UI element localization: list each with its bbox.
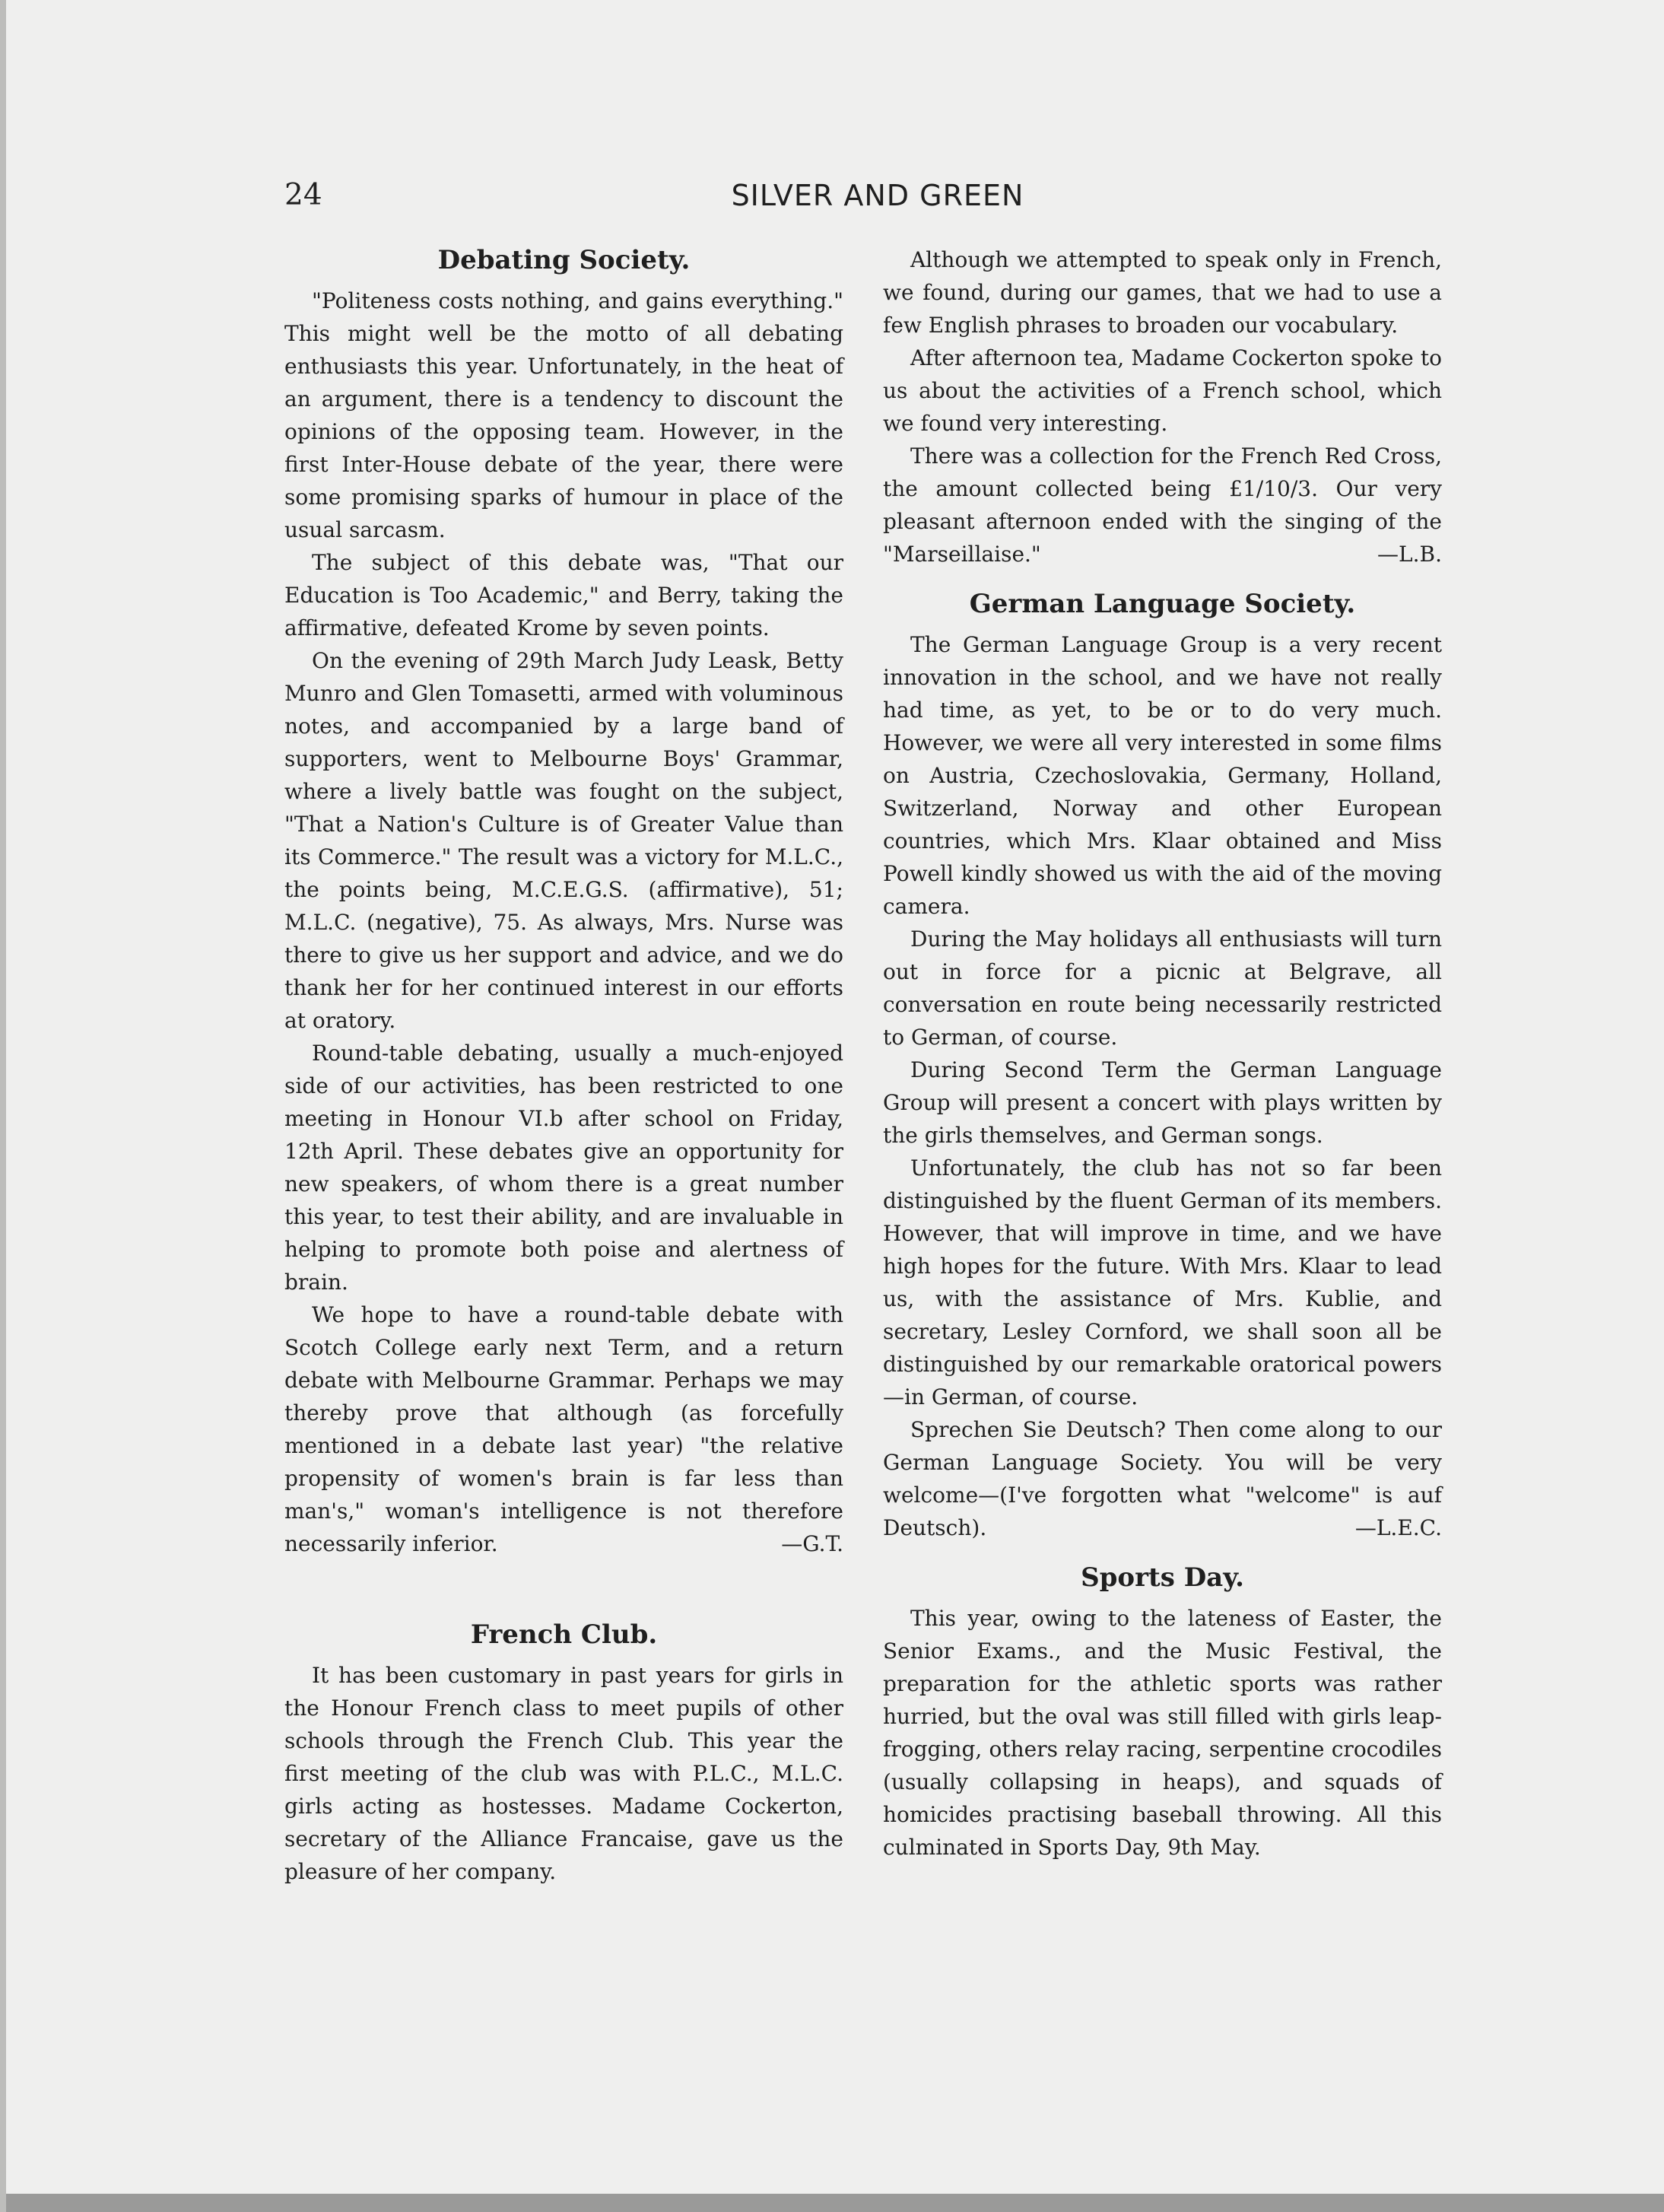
german-paragraph: During the May holidays all enthusiasts will turn out in force for a picnic at Belgrave, all conversation en route being necessarily restricted to German, of course. (883, 926, 1442, 1050)
debating-paragraph-last (284, 1298, 843, 1560)
french-paragraph: After afternoon tea, Madame Cockerton spoke to us about the activities of a French school, which we found very interesting. (883, 345, 1442, 436)
french-paragraph-last (883, 440, 1442, 570)
german-paragraph: The German Language Group is a very recent innovation in the school, and we have not really had time, as yet, to be or to do very much. However, we were all very interested in some films on Austria, Czechoslovakia, Germany, Holland, Switzerland, Norway and other European countries, which Mrs. Klaar obtained and Miss Powell kindly showed us with the aid of the moving camera. (883, 632, 1442, 919)
debating-paragraph: The subject of this debate was, "That our Education is Too Academic," and Berry, taking the affirmative, defeated Krome by seven points. (284, 550, 843, 640)
german-paragraph-text: Sprechen Sie Deutsch? Then come along to our German Language Society. You will be very welcome—(I've forgotten what "welcome" is auf Deutsch). (883, 1417, 1442, 1540)
french-paragraph: It has been customary in past years for girls in the Honour French class to meet pupils of other schools through the French Club. This year the first meeting of the club was with P.L.C., M.L.C. girls acting as hostesses. Madame Cockerton, secretary of the Alliance Francaise, gave us the pleasure of her company. (284, 1663, 843, 1884)
left-column (284, 243, 843, 1888)
german-signature: —L.E.C. (1354, 1515, 1442, 1540)
german-society-title: German Language Society. (969, 589, 1356, 619)
debating-paragraph: Round-table debating, usually a much-enjoyed side of our activities, has been restricted to one meeting in Honour VI.b after school on Friday, 12th April. These debates give an opportunity for new speakers, of whom there is a great number this year, to test their ability, and are invaluable in helping to promote both poise and alertness of brain. (284, 1041, 843, 1295)
french-paragraph-text: There was a collection for the French Red Cross, the amount collected being £1/10/3. Our very pleasant afternoon ended with the singing of the "Marseillaise." (883, 443, 1442, 567)
right-column (883, 243, 1442, 1864)
german-paragraph: Unfortunately, the club has not so far been distinguished by the fluent German of its members. However, that will improve in time, and we have high hopes for the future. With Mrs. Klaar to lead us, with the assistance of Mrs. Kublie, and secretary, Lesley Cornford, we shall soon all be distinguished by our remarkable oratorical powers—in German, of course. (883, 1155, 1442, 1410)
debating-paragraph: "Politeness costs nothing, and gains everything." This might well be the motto of all debating enthusiasts this year. Unfortunately, in the heat of an argument, there is a tendency to discount the opinions of the opposing team. However, in the first Inter-House debate of the year, there were some promising sparks of humour in place of the usual sarcasm. (284, 288, 843, 542)
debating-signature: —G.T. (781, 1531, 843, 1556)
page-header (284, 176, 1471, 215)
debating-paragraph-text: We hope to have a round-table debate with Scotch College early next Term, and a return debate with Melbourne Grammar. Perhaps we may thereby prove that although (as forcefully mentioned in a debate last year) "the relative propensity of women's brain is far less than man's," woman's intelligence is not therefore necessarily inferior. (284, 1302, 843, 1556)
french-signature: —L.B. (1377, 542, 1442, 567)
sports-day-title: Sports Day. (1081, 1562, 1244, 1593)
french-club-title: French Club. (470, 1619, 658, 1650)
page-number: 24 (284, 178, 322, 212)
running-title: SILVER AND GREEN (731, 179, 1024, 212)
page-bottom-edge (6, 2194, 1664, 2212)
german-paragraph-last (883, 1413, 1442, 1544)
debating-paragraph: On the evening of 29th March Judy Leask, Betty Munro and Glen Tomasetti, armed with voluminous notes, and accompanied by a large band of supporters, went to Melbourne Boys' Grammar, where a lively battle was fought on the subject, "That a Nation's Culture is of Greater Value than its Commerce." The result was a victory for M.L.C., the points being, M.C.E.G.S. (affirmative), 51; M.L.C. (negative), 75. As always, Mrs. Nurse was there to give us her support and advice, and we do thank her for her continued interest in our efforts at oratory. (284, 648, 843, 1033)
german-paragraph: During Second Term the German Language Group will present a concert with plays written by the girls themselves, and German songs. (883, 1057, 1442, 1148)
french-paragraph: Although we attempted to speak only in French, we found, during our games, that we had to use a few English phrases to broaden our vocabulary. (883, 247, 1442, 338)
debating-society-title: Debating Society. (437, 245, 691, 275)
sports-paragraph: This year, owing to the lateness of Easter, the Senior Exams., and the Music Festival, the preparation for the athletic sports was rather hurried, but the oval was still filled with girls leap-frogging, others relay racing, serpentine crocodiles (usually collapsing in heaps), and squads of homicides practising baseball throwing. All this culminated in Sports Day, 9th May. (883, 1606, 1442, 1860)
